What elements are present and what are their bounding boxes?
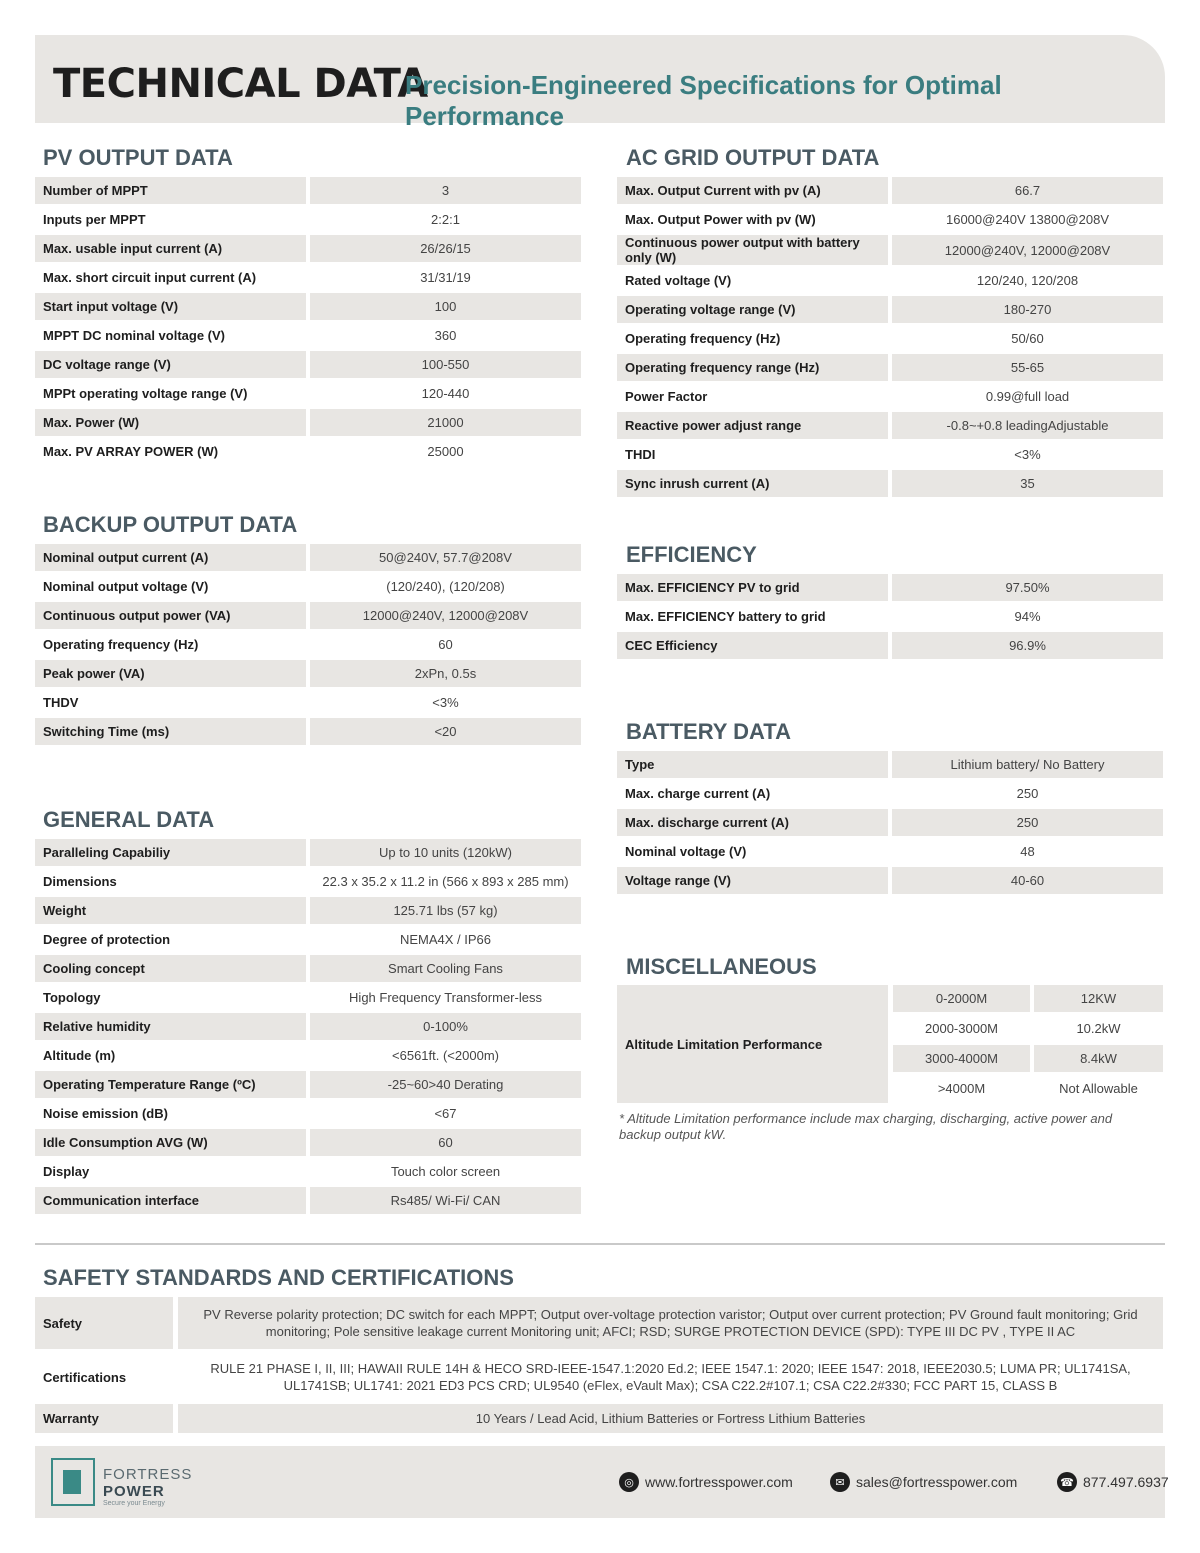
warranty-value: 10 Years / Lead Acid, Lithium Batteries or Fortress Lithium Batteries <box>178 1404 1163 1433</box>
spec-key: Rated voltage (V) <box>625 273 732 288</box>
spec-value: (120/240), (120/208) <box>306 573 581 600</box>
pv-table <box>35 175 581 467</box>
spec-key: Continuous output power (VA) <box>35 602 306 629</box>
spec-key: Weight <box>35 897 306 924</box>
spec-value: 12000@240V, 12000@208V <box>306 602 581 629</box>
spec-row <box>35 1042 581 1069</box>
spec-key: Max. EFFICIENCY battery to grid <box>625 609 826 624</box>
general-table <box>35 837 581 1216</box>
spec-row <box>35 380 581 407</box>
spec-key: CEC Efficiency <box>617 632 888 659</box>
spec-value: 25000 <box>306 438 581 465</box>
pv-section-title: PV OUTPUT DATA <box>43 145 233 170</box>
spec-key: Dimensions <box>43 874 117 889</box>
spec-key: Start input voltage (V) <box>35 293 306 320</box>
misc-table <box>617 985 1163 1103</box>
spec-key: Max. EFFICIENCY PV to grid <box>617 574 888 601</box>
warranty-key: Warranty <box>35 1404 173 1433</box>
spec-row <box>617 267 1163 294</box>
spec-key: Cooling concept <box>35 955 306 982</box>
spec-value: 3 <box>306 177 581 204</box>
backup-section-title: BACKUP OUTPUT DATA <box>43 512 298 537</box>
spec-row <box>617 354 1163 381</box>
spec-key: Relative humidity <box>35 1013 306 1040</box>
spec-value: 2:2:1 <box>306 206 581 233</box>
general-section-title: GENERAL DATA <box>43 807 215 832</box>
spec-row <box>617 603 1163 630</box>
phone-link[interactable]: 877.497.6937 <box>1083 1474 1169 1490</box>
spec-key: THDI <box>625 447 656 462</box>
spec-value: 120-440 <box>306 380 581 407</box>
safety-value: PV Reverse polarity protection; DC switch for each MPPT; Output over-voltage protection varistor; Output over current protection; PV Ground fault monitoring; Grid monitoring; Pole sensitive leakage current Monitoring unit; AFCI; RSD; SURGE PROTECTION DEVICE (SPD): TYPE III DC PV , TYPE II AC <box>178 1297 1163 1349</box>
spec-key: Degree of protection <box>43 932 171 947</box>
spec-row <box>35 718 581 745</box>
spec-key: Operating frequency range (Hz) <box>617 354 888 381</box>
header-banner <box>35 35 1165 131</box>
spec-value: Smart Cooling Fans <box>306 955 581 982</box>
altitude-range: >4000M <box>937 1081 986 1096</box>
spec-key: Power Factor <box>625 389 708 404</box>
spec-key: Max. PV ARRAY POWER (W) <box>43 444 219 459</box>
spec-value: 180-270 <box>888 296 1163 323</box>
spec-row <box>35 235 581 262</box>
spec-value: 12000@240V, 12000@208V <box>888 235 1163 265</box>
spec-row <box>35 868 581 895</box>
spec-value: 35 <box>888 470 1163 497</box>
spec-key: Max. Power (W) <box>35 409 306 436</box>
spec-row <box>617 809 1163 836</box>
spec-key: Idle Consumption AVG (W) <box>35 1129 306 1156</box>
spec-value: -0.8~+0.8 leadingAdjustable <box>888 412 1163 439</box>
spec-key: Reactive power adjust range <box>617 412 888 439</box>
certifications-value: RULE 21 PHASE I, II, III; HAWAII RULE 14H & HECO SRD-IEEE-1547.1:2020 Ed.2; IEEE 1547.1: 2020; IEEE 1547: 2018, IEEE2030.5; LUMA PR; UL1741SA, UL1741SB; UL1741: 2021 ED3 PCS CRD; UL9540 (eFlex, eVault Max); CSA C22.2#107.1; CSA C22.2#330; FCC PART 15, CLASS B <box>210 1361 1131 1393</box>
spec-row <box>617 838 1163 865</box>
email-contact[interactable] <box>830 1472 1017 1492</box>
spec-key: Max. usable input current (A) <box>35 235 306 262</box>
spec-value: <3% <box>888 441 1163 468</box>
spec-row <box>617 412 1163 439</box>
spec-row <box>35 897 581 924</box>
spec-key: MPPT DC nominal voltage (V) <box>43 328 226 343</box>
spec-key: Type <box>617 751 888 778</box>
spec-value: 0.99@full load <box>888 383 1163 410</box>
spec-key: Nominal output voltage (V) <box>43 579 209 594</box>
spec-key: Voltage range (V) <box>617 867 888 894</box>
spec-row <box>35 1013 581 1040</box>
spec-value: 120/240, 120/208 <box>888 267 1163 294</box>
spec-value: 50@240V, 57.7@208V <box>306 544 581 571</box>
divider <box>35 1243 1165 1245</box>
spec-row <box>35 409 581 436</box>
email-link[interactable]: sales@fortresspower.com <box>856 1474 1018 1490</box>
spec-row <box>617 383 1163 410</box>
spec-key: Max. discharge current (A) <box>617 809 888 836</box>
spec-row <box>617 177 1163 204</box>
spec-key: Communication interface <box>35 1187 306 1214</box>
certifications-key: Certifications <box>43 1369 127 1385</box>
spec-key: Operating frequency (Hz) <box>625 331 781 346</box>
spec-row <box>617 235 1163 265</box>
spec-value: 97.50% <box>888 574 1163 601</box>
efficiency-table <box>617 572 1163 661</box>
spec-key: Max. short circuit input current (A) <box>43 270 257 285</box>
spec-row <box>617 780 1163 807</box>
spec-value: 26/26/15 <box>306 235 581 262</box>
spec-row <box>617 441 1163 468</box>
spec-value: 31/31/19 <box>306 264 581 291</box>
spec-value: <6561ft. (<2000m) <box>306 1042 581 1069</box>
spec-value: 50/60 <box>888 325 1163 352</box>
spec-row <box>35 322 581 349</box>
spec-row <box>35 177 581 204</box>
spec-key: MPPt operating voltage range (V) <box>43 386 248 401</box>
spec-row <box>35 206 581 233</box>
altitude-power: 12KW <box>1034 985 1163 1012</box>
spec-row <box>35 293 581 320</box>
spec-value: 16000@240V 13800@208V <box>888 206 1163 233</box>
spec-value: 100-550 <box>306 351 581 378</box>
spec-value: 250 <box>888 780 1163 807</box>
spec-value: Lithium battery/ No Battery <box>888 751 1163 778</box>
spec-row <box>617 751 1163 778</box>
efficiency-section-title: EFFICIENCY <box>626 542 757 567</box>
spec-value: 22.3 x 35.2 x 11.2 in (566 x 893 x 285 mm) <box>306 868 581 895</box>
spec-value: High Frequency Transformer-less <box>306 984 581 1011</box>
spec-key: DC voltage range (V) <box>35 351 306 378</box>
spec-row <box>35 438 581 465</box>
page-subtitle: Precision-Engineered Specifications for Optimal Performance <box>405 70 1002 131</box>
spec-key: Max. charge current (A) <box>625 786 771 801</box>
altitude-range: 3000-4000M <box>893 1045 1030 1072</box>
spec-value: 66.7 <box>888 177 1163 204</box>
spec-key: Number of MPPT <box>35 177 306 204</box>
logo-mark-icon <box>51 1458 95 1506</box>
battery-section-title: BATTERY DATA <box>626 719 791 744</box>
spec-value: NEMA4X / IP66 <box>306 926 581 953</box>
altitude-footnote: * Altitude Limitation performance include max charging, discharging, active power and backup output kW. <box>619 1111 1113 1142</box>
spec-key: Sync inrush current (A) <box>617 470 888 497</box>
spec-row <box>617 632 1163 659</box>
spec-row <box>35 602 581 629</box>
spec-value: 360 <box>306 322 581 349</box>
footer <box>35 1446 1169 1518</box>
spec-row <box>35 839 581 866</box>
spec-row <box>35 955 581 982</box>
spec-value: 2xPn, 0.5s <box>306 660 581 687</box>
spec-value: 94% <box>888 603 1163 630</box>
spec-row <box>35 631 581 658</box>
spec-key: Altitude (m) <box>43 1048 116 1063</box>
spec-value: Touch color screen <box>306 1158 581 1185</box>
spec-key: Switching Time (ms) <box>35 718 306 745</box>
spec-value: <67 <box>306 1100 581 1127</box>
spec-value: 48 <box>888 838 1163 865</box>
spec-key: Topology <box>43 990 101 1005</box>
ac-table <box>617 175 1163 499</box>
spec-row <box>35 573 581 600</box>
spec-value: Rs485/ Wi-Fi/ CAN <box>306 1187 581 1214</box>
spec-row <box>35 984 581 1011</box>
altitude-label: Altitude Limitation Performance <box>617 985 888 1103</box>
page-title: TECHNICAL DATA <box>53 61 428 107</box>
spec-key: Operating voltage range (V) <box>617 296 888 323</box>
spec-key: Operating frequency (Hz) <box>43 637 199 652</box>
spec-row <box>35 1071 581 1098</box>
safety-row <box>35 1297 1163 1349</box>
spec-value: <3% <box>306 689 581 716</box>
spec-key: Display <box>43 1164 90 1179</box>
altitude-power: 8.4kW <box>1034 1045 1163 1072</box>
spec-key: Nominal voltage (V) <box>625 844 747 859</box>
spec-row <box>35 1158 581 1185</box>
spec-row <box>35 351 581 378</box>
spec-row <box>35 1100 581 1127</box>
phone-icon: ☎ <box>1057 1472 1077 1492</box>
safety-key: Safety <box>35 1297 173 1349</box>
spec-value: 60 <box>306 1129 581 1156</box>
spec-value: 21000 <box>306 409 581 436</box>
spec-key: Continuous power output with battery only (W) <box>617 235 888 265</box>
spec-row <box>35 544 581 571</box>
altitude-range: 0-2000M <box>893 985 1030 1012</box>
spec-value: 60 <box>306 631 581 658</box>
spec-key: Inputs per MPPT <box>43 212 146 227</box>
spec-key: Max. Output Current with pv (A) <box>617 177 888 204</box>
ac-section-title: AC GRID OUTPUT DATA <box>626 145 880 170</box>
altitude-power: Not Allowable <box>1059 1081 1138 1096</box>
website-link[interactable]: www.fortresspower.com <box>645 1474 793 1490</box>
altitude-power: 10.2kW <box>1076 1021 1121 1036</box>
spec-row <box>35 1129 581 1156</box>
spec-value: 250 <box>888 809 1163 836</box>
spec-row <box>617 574 1163 601</box>
spec-key: THDV <box>43 695 79 710</box>
email-icon: ✉ <box>830 1472 850 1492</box>
spec-row <box>35 264 581 291</box>
spec-value: 96.9% <box>888 632 1163 659</box>
spec-row <box>617 867 1163 894</box>
misc-section-title: MISCELLANEOUS <box>626 954 817 979</box>
certifications-row <box>35 1352 1163 1402</box>
spec-value: Up to 10 units (120kW) <box>306 839 581 866</box>
globe-icon: ◎ <box>619 1472 639 1492</box>
warranty-row <box>35 1404 1163 1433</box>
fortress-power-logo: FORTRESS POWER Secure your Energy <box>51 1458 181 1508</box>
spec-row <box>35 926 581 953</box>
spec-value: 0-100% <box>306 1013 581 1040</box>
spec-row <box>35 660 581 687</box>
spec-key: Peak power (VA) <box>35 660 306 687</box>
spec-row <box>35 689 581 716</box>
spec-key: Nominal output current (A) <box>35 544 306 571</box>
spec-value: 40-60 <box>888 867 1163 894</box>
spec-value: 100 <box>306 293 581 320</box>
backup-table <box>35 542 581 747</box>
spec-value: 125.71 lbs (57 kg) <box>306 897 581 924</box>
spec-key: Max. Output Power with pv (W) <box>625 212 816 227</box>
spec-row <box>617 206 1163 233</box>
spec-key: Noise emission (dB) <box>43 1106 168 1121</box>
altitude-range: 2000-3000M <box>925 1021 998 1036</box>
spec-row <box>617 325 1163 352</box>
spec-key: Operating Temperature Range (ºC) <box>35 1071 306 1098</box>
spec-row <box>617 470 1163 497</box>
spec-value: <20 <box>306 718 581 745</box>
spec-value: 55-65 <box>888 354 1163 381</box>
website-contact[interactable] <box>619 1472 793 1492</box>
spec-row <box>617 296 1163 323</box>
spec-key: Paralleling Capabiliy <box>35 839 306 866</box>
phone-contact[interactable] <box>1057 1472 1169 1492</box>
battery-table <box>617 749 1163 896</box>
spec-value: -25~60>40 Derating <box>306 1071 581 1098</box>
safety-section-title: SAFETY STANDARDS AND CERTIFICATIONS <box>43 1265 514 1290</box>
spec-row <box>35 1187 581 1214</box>
